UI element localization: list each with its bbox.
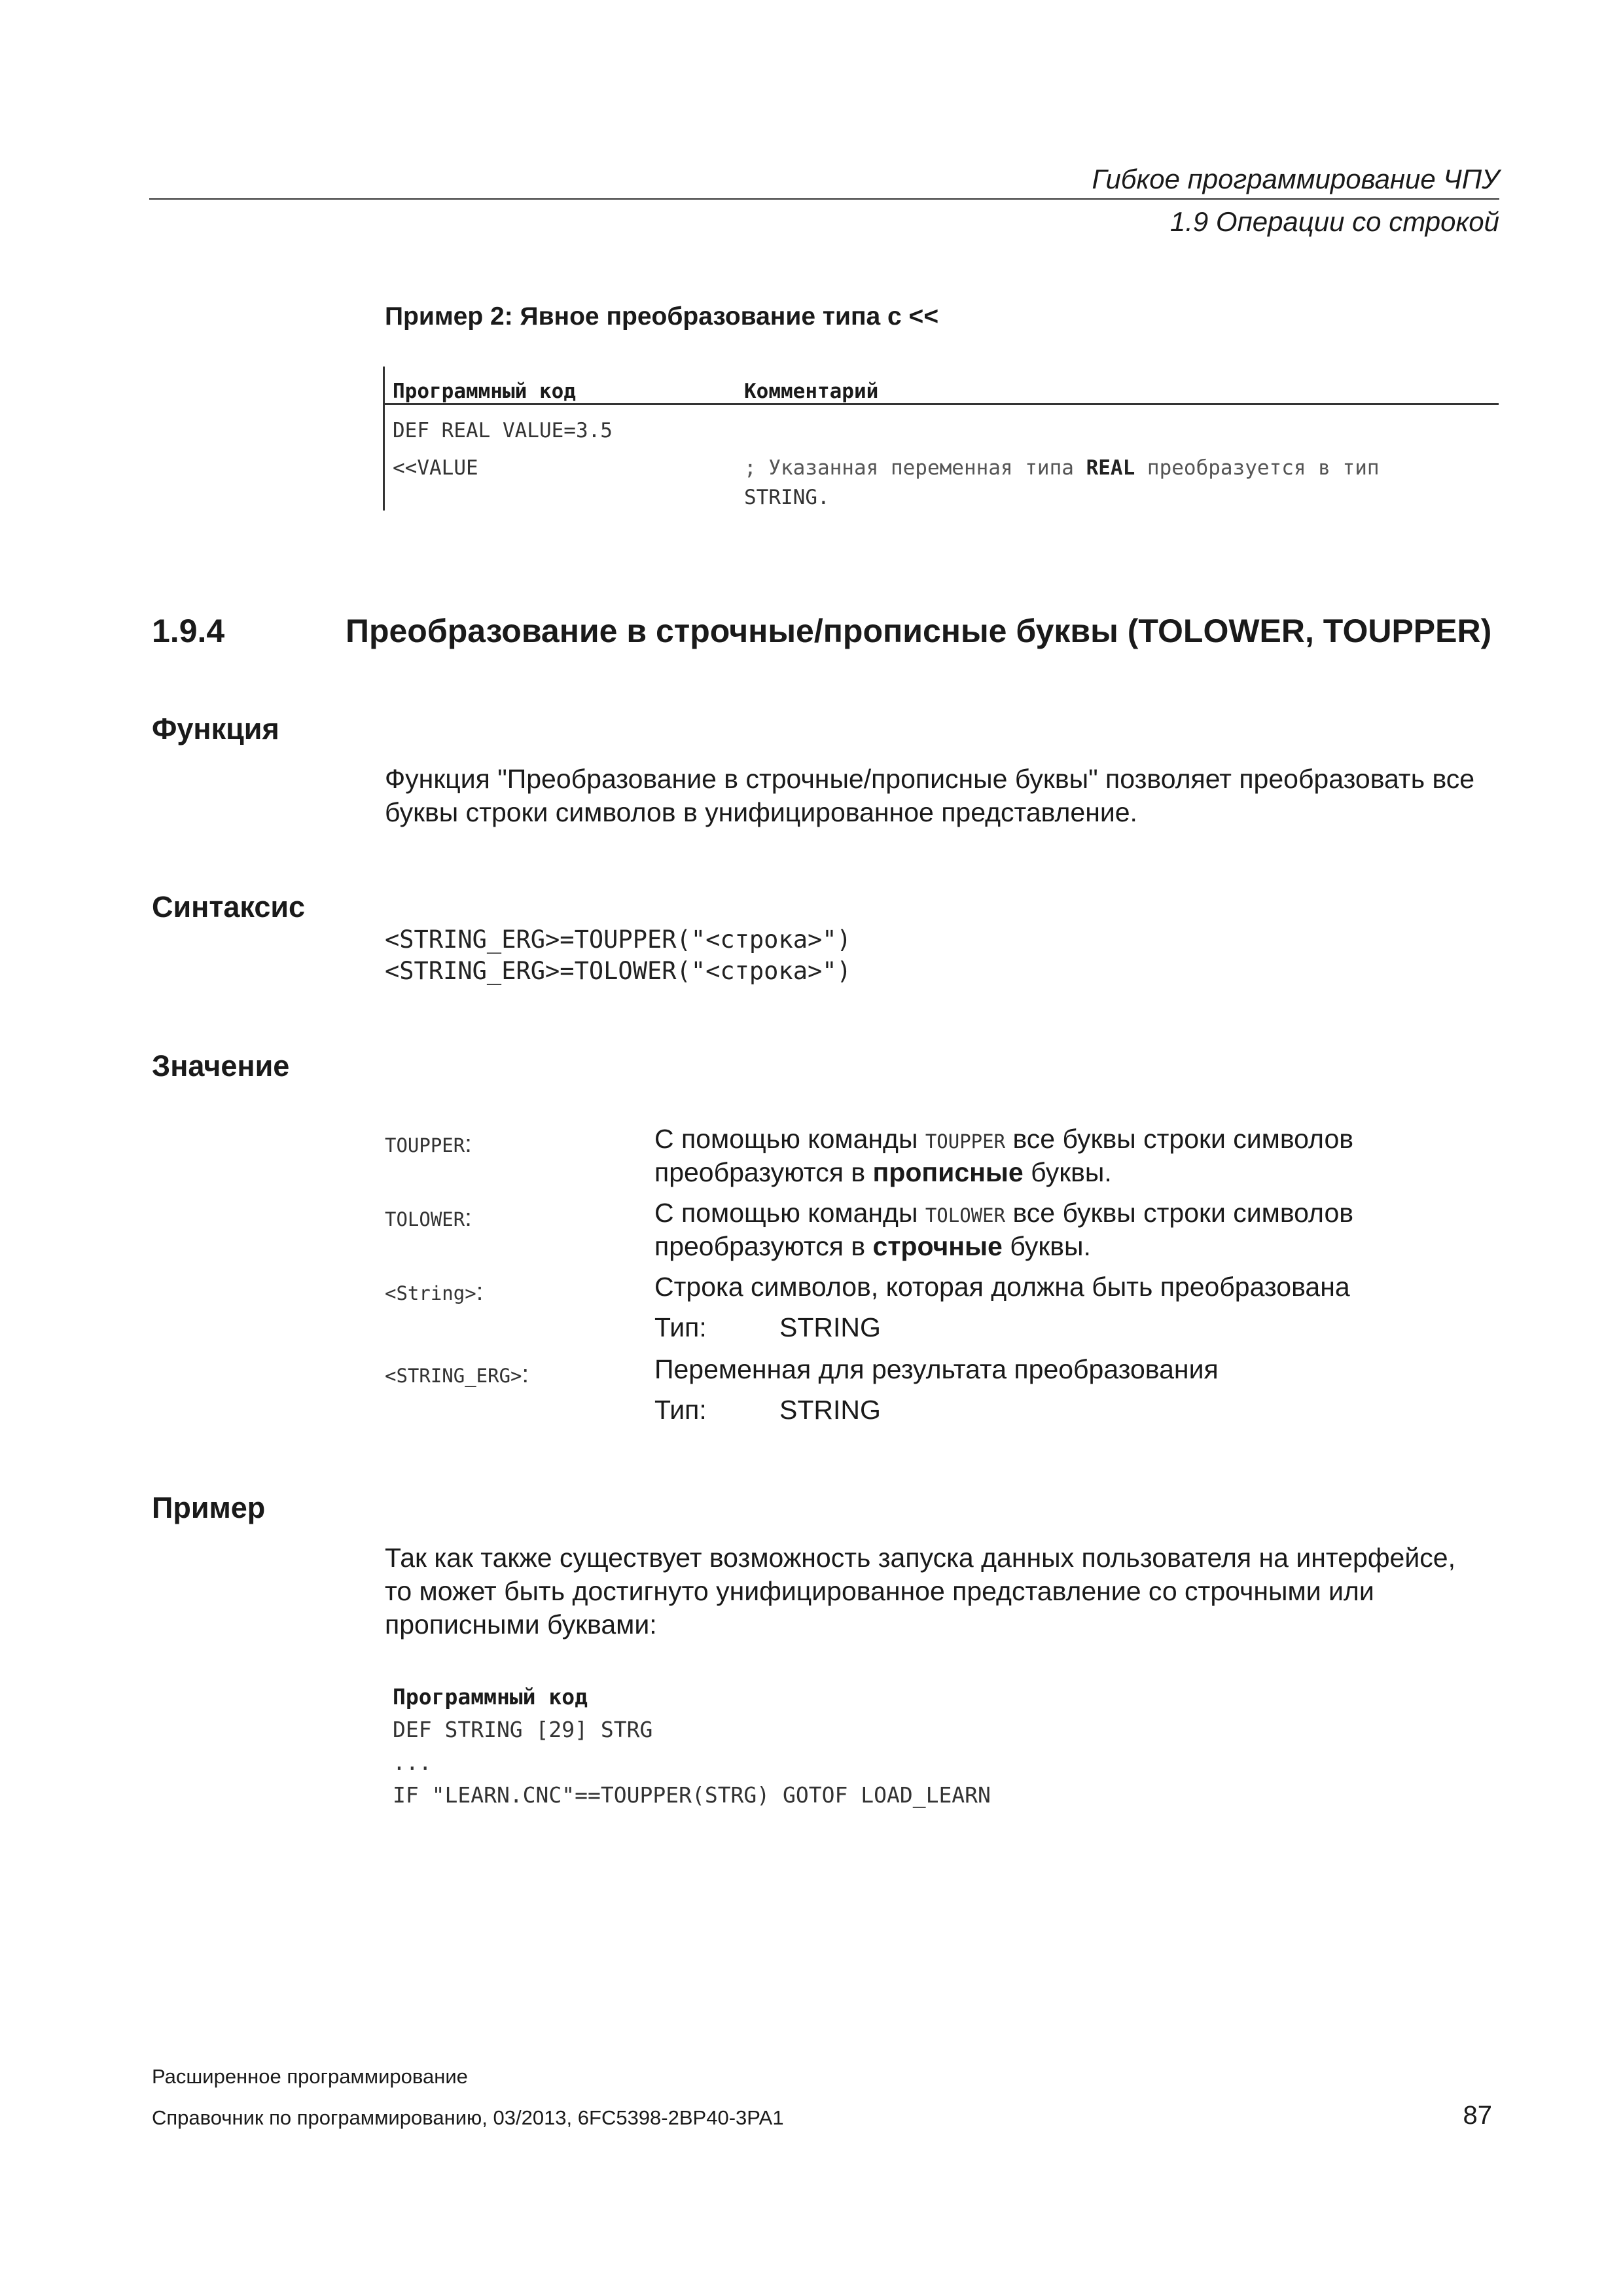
running-header-section: 1.9 Операции со строкой [1169,206,1499,237]
header-rule [149,198,1499,200]
code-table-row-2-code: <<VALUE [393,456,478,480]
meaning-type-label-string: Тип: [654,1312,707,1342]
meaning-def-toupper-line-1: С помощью команды TOUPPER все буквы строки символов [654,1124,1354,1154]
section-number: 1.9.4 [152,613,225,649]
page-number: 87 [1463,2101,1492,2130]
example-code-line-1: DEF STRING [29] STRG [393,1717,653,1742]
example-text-line-1: Так как также существует возможность запуска данных пользователя на интерфейсе, [385,1543,1455,1573]
example-text-line-3: прописными буквами: [385,1609,657,1640]
syntax-line-2: <STRING_ERG>=TOLOWER("<строка>") [385,957,851,985]
section-title: Преобразование в строчные/прописные буквы (TOLOWER, TOUPPER) [346,613,1492,649]
meaning-term-string-erg: <STRING_ERG>: [385,1361,529,1388]
meaning-def-tolower-line-1: С помощью команды TOLOWER все буквы строки символов [654,1198,1354,1228]
example-code-line-2: ... [393,1749,432,1775]
meaning-type-value-string-erg: STRING [779,1395,881,1425]
function-heading: Функция [152,712,279,745]
example-code-header: Программный код [393,1684,588,1710]
meaning-def-toupper-line-2: преобразуются в прописные буквы. [654,1157,1112,1187]
example-text-line-2: то может быть достигнуто унифицированное представление со строчными или [385,1576,1374,1606]
example-code-line-3: IF "LEARN.CNC"==TOUPPER(STRG) GOTOF LOAD_LEARN [393,1782,991,1808]
code-table-row-2-comment: ; Указанная переменная типа REAL преобразуется в тип [744,456,1380,480]
code-table-left-border [383,367,385,511]
meaning-def-string: Строка символов, которая должна быть преобразована [654,1272,1350,1302]
meaning-type-label-string-erg: Тип: [654,1395,707,1425]
meaning-term-toupper: TOUPPER: [385,1130,472,1158]
code-table-header-code: Программный код [393,380,576,403]
footer-title: Расширенное программирование [152,2065,468,2088]
code-table-header-rule [385,403,1499,405]
code-table-row-2-comment-cont: STRING. [744,486,830,509]
example2-title: Пример 2: Явное преобразование типа с << [385,302,939,331]
meaning-type-value-string: STRING [779,1312,881,1342]
code-table-header-comment: Комментарий [744,380,879,403]
meaning-def-tolower-line-2: преобразуются в строчные буквы. [654,1231,1091,1261]
example-heading: Пример [152,1491,266,1524]
meaning-term-string: <String>: [385,1278,484,1306]
function-text-line-1: Функция "Преобразование в строчные/прописные буквы" позволяет преобразовать все [385,764,1475,794]
footer-reference: Справочник по программированию, 03/2013, 6FC5398-2BP40-3PA1 [152,2106,784,2129]
syntax-heading: Синтаксис [152,890,306,924]
function-text-line-2: буквы строки символов в унифицированное представление. [385,797,1137,827]
meaning-heading: Значение [152,1049,290,1083]
running-header-chapter: Гибкое программирование ЧПУ [1092,164,1499,194]
meaning-term-tolower: TOLOWER: [385,1204,472,1232]
syntax-line-1: <STRING_ERG>=TOUPPER("<строка>") [385,925,851,954]
meaning-def-string-erg: Переменная для результата преобразования [654,1354,1219,1384]
code-table-row-1-code: DEF REAL VALUE=3.5 [393,419,613,442]
